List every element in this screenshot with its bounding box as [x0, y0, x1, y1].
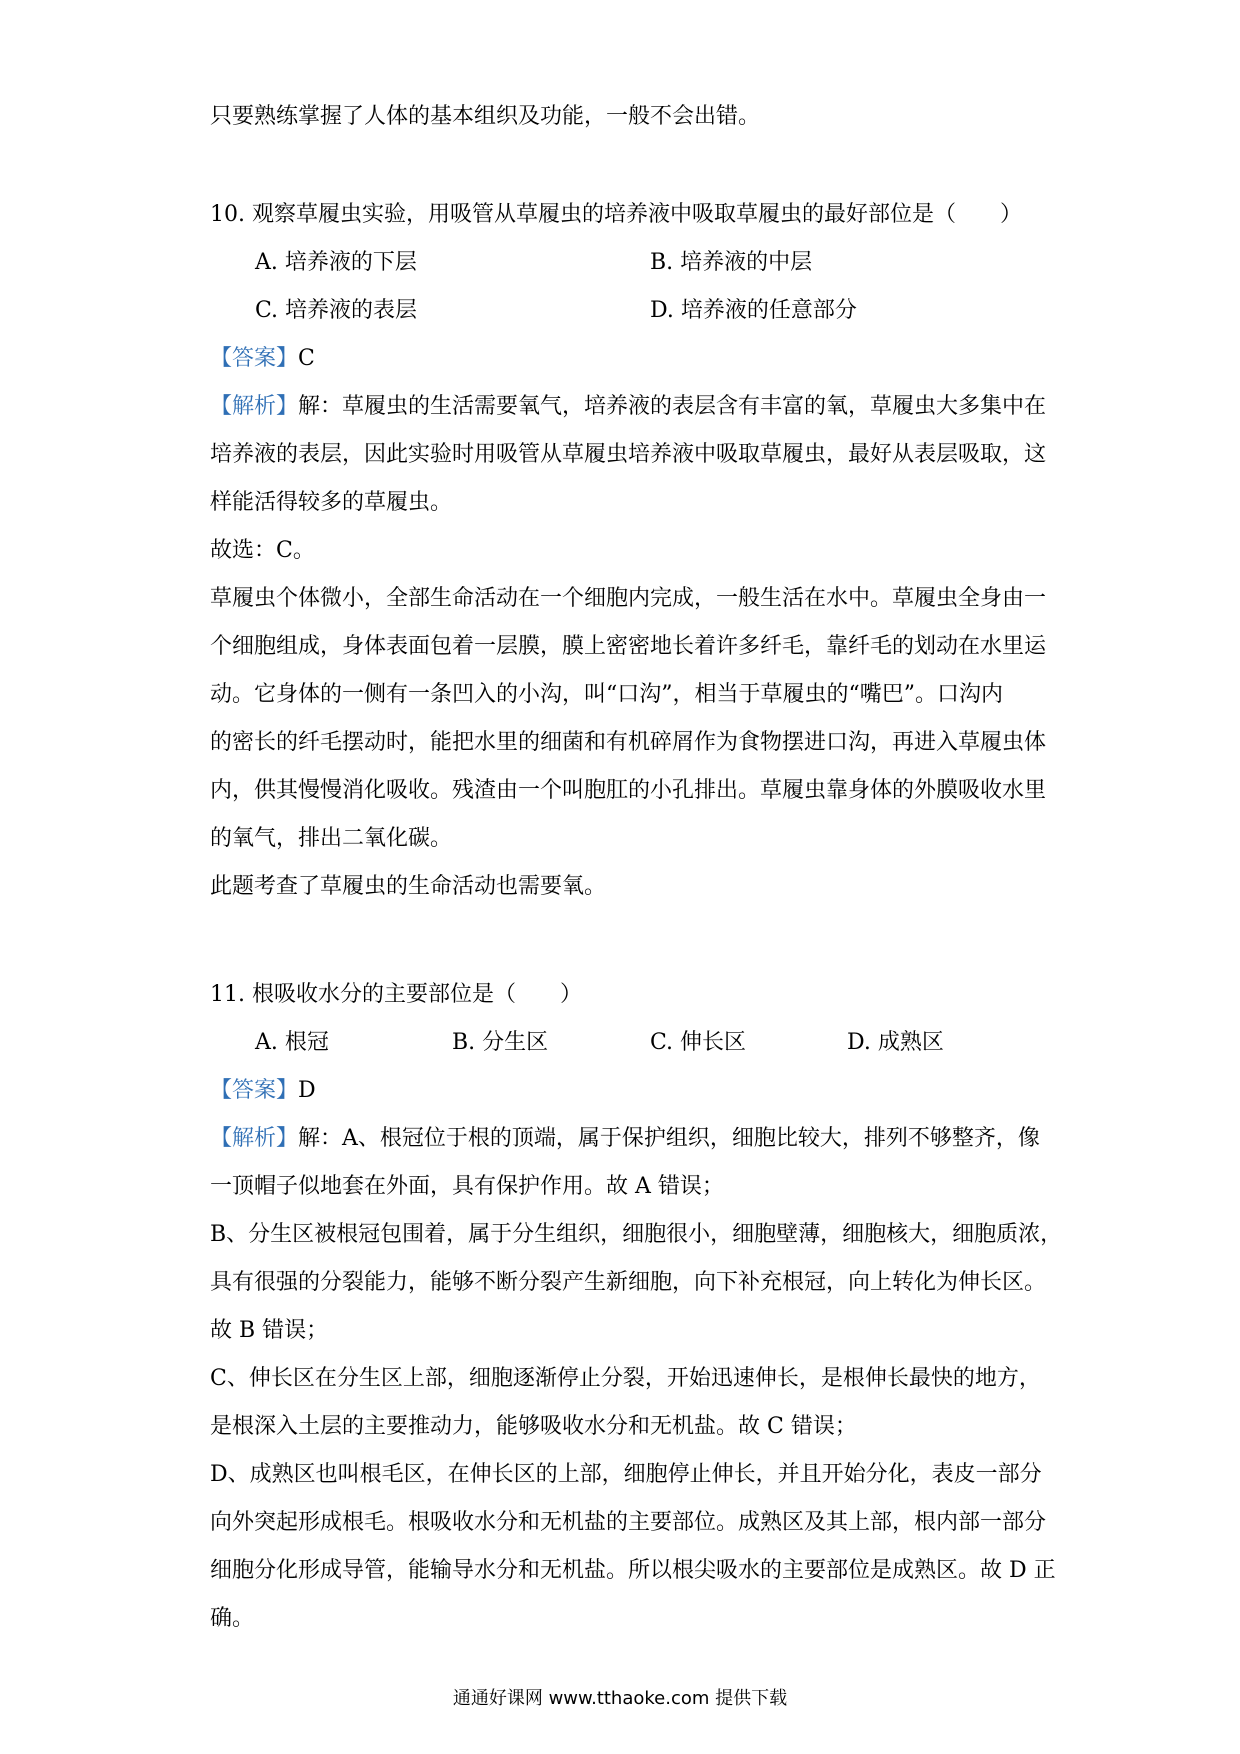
- q10-option-b: B. 培养液的中层: [650, 250, 813, 275]
- q11-analysis-line: 是根深入土层的主要推动力，能够吸收水分和无机盐。故 C 错误；: [210, 1414, 857, 1439]
- q10-analysis-line: 的氧气，排出二氧化碳。: [210, 826, 453, 851]
- q11-analysis-line: 确。: [210, 1606, 255, 1631]
- q11-option-a: A. 根冠: [255, 1030, 329, 1055]
- q10-analysis-line: 内，供其慢慢消化吸收。残渣由一个叫胞肛的小孔排出。草履虫靠身体的外膜吸收水里: [210, 778, 1047, 803]
- q10-analysis-line: 【解析】解：草履虫的生活需要氧气，培养液的表层含有丰富的氧，草履虫大多集中在: [210, 394, 1047, 419]
- page-footer: 通通好课网 www.tthaoke.com 提供下载: [452, 1688, 788, 1709]
- q10-answer: [210, 344, 1040, 374]
- q11-analysis-line: 细胞分化形成导管，能输导水分和无机盐。所以根尖吸水的主要部位是成熟区。故 D 正: [210, 1558, 1056, 1583]
- q11-analysis-line: 【解析】解：A、根冠位于根的顶端，属于保护组织，细胞比较大，排列不够整齐，像: [210, 1126, 1040, 1151]
- q10-option-d: D. 培养液的任意部分: [650, 298, 857, 323]
- q10-stem: 10. 观察草履虫实验，用吸管从草履虫的培养液中吸取草履虫的最好部位是（ ）: [210, 202, 1022, 227]
- answer-value: C: [298, 346, 315, 371]
- q10-option-a: A. 培养液的下层: [255, 250, 417, 275]
- q11-analysis-line: 一顶帽子似地套在外面，具有保护作用。故 A 错误；: [210, 1174, 724, 1199]
- q10-analysis-line: 个细胞组成，身体表面包着一层膜，膜上密密地长着许多纤毛，靠纤毛的划动在水里运: [210, 634, 1047, 659]
- q10-analysis-line: 故选：C。: [210, 538, 315, 563]
- q10-analysis-line: 培养液的表层，因此实验时用吸管从草履虫培养液中吸取草履虫，最好从表层吸取，这: [210, 442, 1047, 467]
- q10-analysis-line: 动。它身体的一侧有一条凹入的小沟，叫“口沟”，相当于草履虫的“嘴巴”。口沟内: [210, 682, 1003, 707]
- q11-stem: 11. 根吸收水分的主要部位是（ ）: [210, 982, 582, 1007]
- q10-analysis-line: 草履虫个体微小，全部生命活动在一个细胞内完成，一般生活在水中。草履虫全身由一: [210, 586, 1047, 611]
- q11-analysis-line: C、伸长区在分生区上部，细胞逐渐停止分裂，开始迅速伸长，是根伸长最快的地方，: [210, 1366, 1041, 1391]
- answer-tag: 【答案】: [210, 1078, 299, 1103]
- q10-analysis-line: 样能活得较多的草履虫。: [210, 490, 453, 515]
- intro-line: 只要熟练掌握了人体的基本组织及功能，一般不会出错。: [210, 104, 761, 129]
- q10-option-c: C. 培养液的表层: [255, 298, 418, 323]
- answer-value: D: [298, 1078, 316, 1103]
- q10-analysis-line: 此题考查了草履虫的生命活动也需要氧。: [210, 874, 607, 899]
- answer-tag: 【答案】: [210, 346, 299, 371]
- q11-option-c: C. 伸长区: [650, 1030, 747, 1055]
- q11-option-d: D. 成熟区: [847, 1030, 944, 1055]
- q11-answer: [210, 1076, 1040, 1106]
- q11-analysis-line: 向外突起形成根毛。根吸收水分和无机盐的主要部位。成熟区及其上部，根内部一部分: [210, 1510, 1047, 1535]
- q10-analysis-line: 的密长的纤毛摆动时，能把水里的细菌和有机碎屑作为食物摆进口沟，再进入草履虫体: [210, 730, 1047, 755]
- analysis-tag: 【解析】: [210, 1126, 299, 1151]
- q11-analysis-line: D、成熟区也叫根毛区，在伸长区的上部，细胞停止伸长，并且开始分化，表皮一部分: [210, 1462, 1042, 1487]
- q11-analysis-line: B、分生区被根冠包围着，属于分生组织，细胞很小，细胞壁薄，细胞核大，细胞质浓，: [210, 1222, 1063, 1247]
- q11-analysis-line: 故 B 错误；: [210, 1318, 329, 1343]
- analysis-tag: 【解析】: [210, 394, 299, 419]
- q11-analysis-line: 具有很强的分裂能力，能够不断分裂产生新细胞，向下补充根冠，向上转化为伸长区。: [210, 1270, 1047, 1295]
- q11-option-b: B. 分生区: [452, 1030, 549, 1055]
